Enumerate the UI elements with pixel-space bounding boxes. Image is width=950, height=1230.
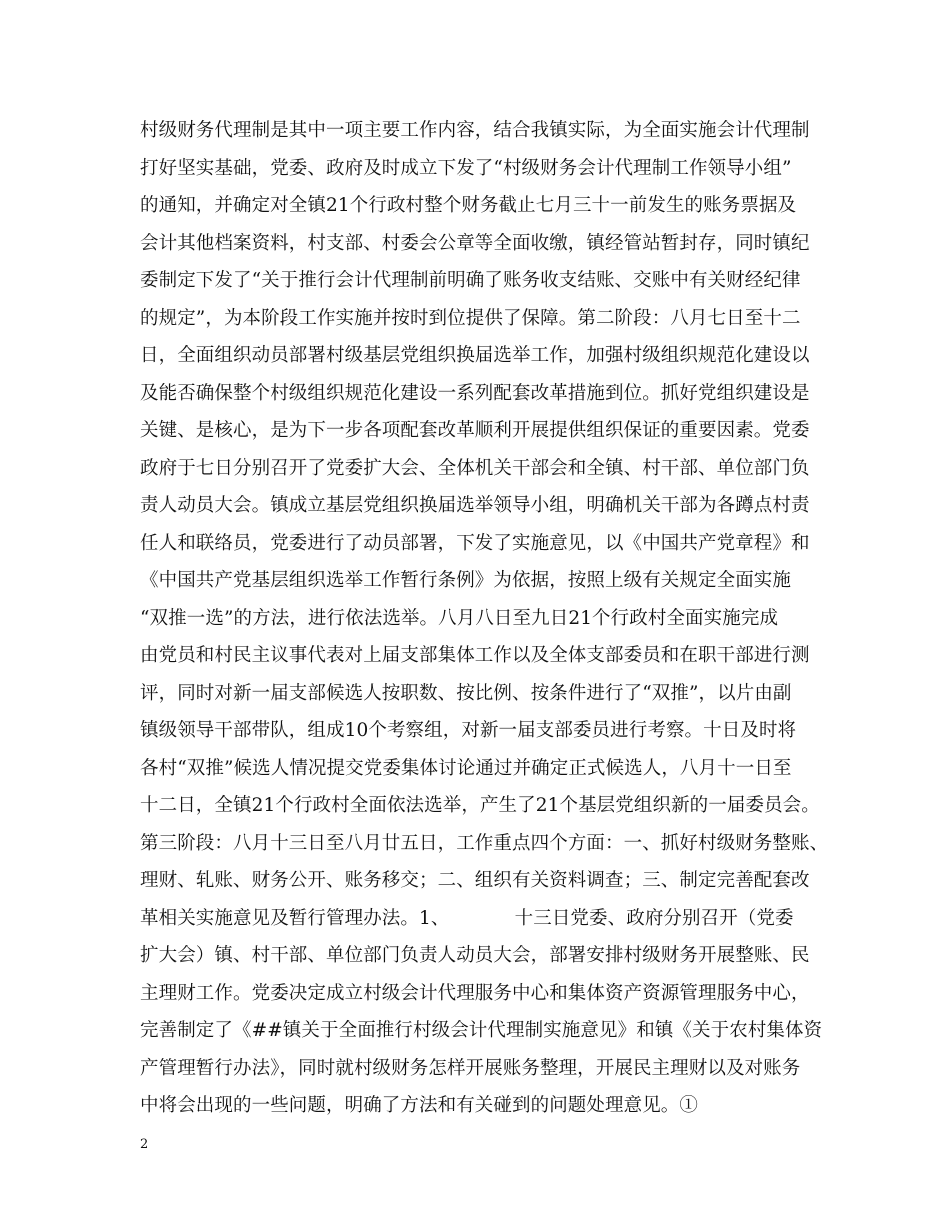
text-line: 打好坚实基础，党委、政府及时成立下发了“村级财务会计代理制工作领导小组” xyxy=(140,157,792,179)
body-text xyxy=(140,112,830,1125)
text-line: 会计其他档案资料，村支部、村委会公章等全面收缴，镇经管站暂封存，同时镇纪 xyxy=(140,232,810,254)
text-line: 镇级领导干部带队，组成10个考察组，对新一届支部委员进行考察。十日及时将 xyxy=(140,720,797,741)
text-line: 理财、轧账、财务公开、账务移交；二、组织有关资料调查；三、制定完善配套改 xyxy=(140,870,810,891)
text-line: 的通知，并确定对全镇21个行政村整个财务截止七月三十一前发生的账务票据及 xyxy=(140,195,797,216)
text-line: 及能否确保整个村级组织规范化建设一系列配套改革措施到位。抓好党组织建设是 xyxy=(140,382,810,404)
text-line: 村级财务代理制是其中一项主要工作内容，结合我镇实际，为全面实施会计代理制 xyxy=(140,120,810,141)
text-line: 责人动员大会。镇成立基层党组织换届选举领导小组，明确机关干部为各蹲点村责 xyxy=(140,495,810,516)
text-line: “双推一选”的方法，进行依法选举。八月八日至九日21个行政村全面实施完成 xyxy=(140,607,779,629)
text-line: 《中国共产党基层组织选举工作暂行条例》为依据，按照上级有关规定全面实施 xyxy=(140,570,792,591)
text-line: 主理财工作。党委决定成立村级会计代理服务中心和集体资产资源管理服务中心， xyxy=(140,982,810,1004)
text-line: 的规定”，为本阶段工作实施并按时到位提供了保障。第二阶段：八月七日至十二 xyxy=(140,307,801,329)
text-line: 委制定下发了“关于推行会计代理制前明确了账务收支结账、交账中有关财经纪律 xyxy=(140,270,801,291)
text-line: 完善制定了《##镇关于全面推行村级会计代理制实施意见》和镇《关于农村集体资 xyxy=(140,1020,823,1041)
text-line: 各村“双推”候选人情况提交党委集体讨论通过并确定正式候选人，八月十一日至 xyxy=(140,757,792,779)
text-line: 关键、是核心，是为下一步各项配套改革顺利开展提供组织保证的重要因素。党委 xyxy=(140,420,810,441)
text-line: 日，全面组织动员部署村级基层党组织换届选举工作，加强村级组织规范化建设以 xyxy=(140,345,810,366)
text-line: 扩大会）镇、村干部、单位部门负责人动员大会，部署安排村级财务开展整账、民 xyxy=(140,945,810,966)
text-line: 产管理暂行办法》，同时就村级财务怎样开展账务整理，开展民主理财以及对账务 xyxy=(140,1057,801,1079)
text-line: 十二日，全镇21个行政村全面依法选举，产生了21个基层党组织新的一届委员会。 xyxy=(140,795,820,816)
page-number: 2 xyxy=(140,1137,149,1152)
text-line: 任人和联络员，党委进行了动员部署，下发了实施意见，以《中国共产党章程》和 xyxy=(140,532,810,554)
text-line: 第三阶段：八月十三日至八月廿五日，工作重点四个方面：一、抓好村级财务整账、 xyxy=(140,832,829,854)
text-line: 评，同时对新一届支部候选人按职数、按比例、按条件进行了“双推”，以片由副 xyxy=(140,682,792,704)
text-line: 中将会出现的一些问题，明确了方法和有关碰到的问题处理意见。① xyxy=(140,1095,699,1116)
text-line: 革相关实施意见及暂行管理办法。1、 十三日党委、政府分别召开（党委 xyxy=(140,907,794,929)
text-line: 由党员和村民主议事代表对上届支部集体工作以及全体支部委员和在职干部进行测 xyxy=(140,645,810,666)
text-line: 政府于七日分别召开了党委扩大会、全体机关干部会和全镇、村干部、单位部门负 xyxy=(140,457,810,479)
